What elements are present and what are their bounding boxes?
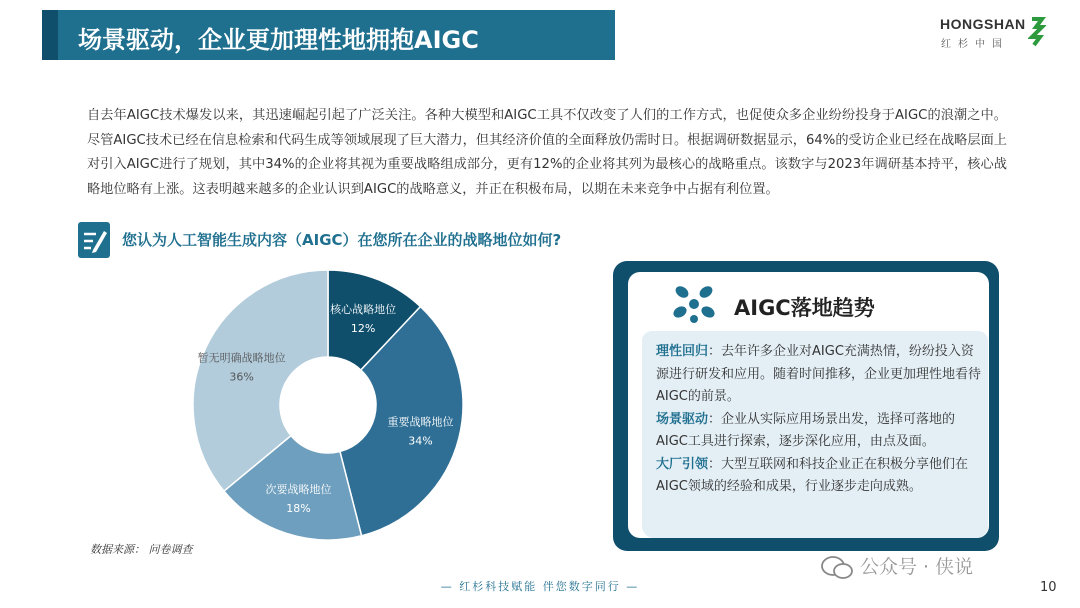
slice-value: 34%	[408, 434, 433, 448]
trend-list	[656, 341, 982, 499]
page-title: 场景驱动，企业更加理性地拥抱AIGC	[78, 26, 479, 54]
slice-label: 次要战略地位	[265, 482, 332, 496]
slice-label: 重要战略地位	[387, 415, 454, 429]
wechat-icon	[820, 556, 854, 580]
trend-keyword: 理性回归	[656, 344, 709, 359]
footer-slogan: — 红杉科技赋能 伴您数字同行 —	[440, 580, 640, 593]
hongshan-logo	[940, 16, 1050, 50]
trend-item	[656, 409, 982, 454]
trend-item	[656, 454, 982, 499]
title-accent	[42, 10, 58, 60]
slice-value: 12%	[350, 322, 376, 336]
trend-text: ：企业从实际应用场景出发，选择可落地的AIGC工具进行探索，逐步深化应用，由点及面。	[656, 411, 956, 449]
logo-text-en: HONGSHAN	[940, 16, 1026, 32]
slice-value: 36%	[229, 370, 254, 384]
slice-label: 核心战略地位	[330, 303, 397, 317]
trend-text: ：去年许多企业对AIGC充满热情，纷纷投入资源进行研发和应用。随着时间推移，企业更加理性地看待AIGC的前景。	[656, 344, 982, 404]
network-icon	[671, 284, 717, 324]
watermark: 公众号 · 侠说	[860, 556, 974, 578]
title-bar	[42, 10, 615, 60]
trend-keyword: 场景驱动	[656, 411, 709, 427]
page-number: 10	[1040, 580, 1057, 595]
logo-text-cn: 红杉中国	[941, 39, 1009, 50]
survey-question: 您认为人工智能生成内容（AIGC）在您所在企业的战略地位如何?	[122, 231, 562, 249]
sequoia-mark-icon	[1028, 17, 1046, 47]
intro-paragraph: 自去年AIGC技术爆发以来，其迅速崛起引起了广泛关注。各种大模型和AIGC工具不仅改变了人们的工作方式，也促使众多企业纷纷投身于AIGC的浪潮之中。尽管AIGC技术已经在信息检索和代码生成等领域展现了巨大潜力，但其经济价值的全面释放仍需时日。根据调研数据显示，64%的受访企业已经在战略层面上对引入AIGC进行了规划，其中34%的企业将其视为重要战略组成部分，更有12%的企业将其列为最核心的战略重点。该数字与2023年调研基本持平，核心战略地位略有上涨。这表明越来越多的企业认识到AIGC的战略意义，并正在积极布局，以期在未来竞争中占据有利位置。	[87, 108, 1007, 197]
data-source: 数据来源： 问卷调查	[90, 543, 193, 556]
panel-title: AIGC落地趋势	[734, 296, 875, 320]
slice-value: 18%	[286, 501, 311, 515]
strategy-donut-chart	[190, 270, 490, 550]
trend-item	[656, 341, 982, 409]
trend-text: ：大型互联网和科技企业正在积极分享他们在AIGC领域的经验和成果，行业逐步走向成熟。	[656, 456, 969, 494]
trend-keyword: 大厂引领	[656, 456, 709, 472]
slice-label: 暂无明确战略地位	[197, 351, 286, 365]
survey-edit-icon	[78, 222, 110, 258]
